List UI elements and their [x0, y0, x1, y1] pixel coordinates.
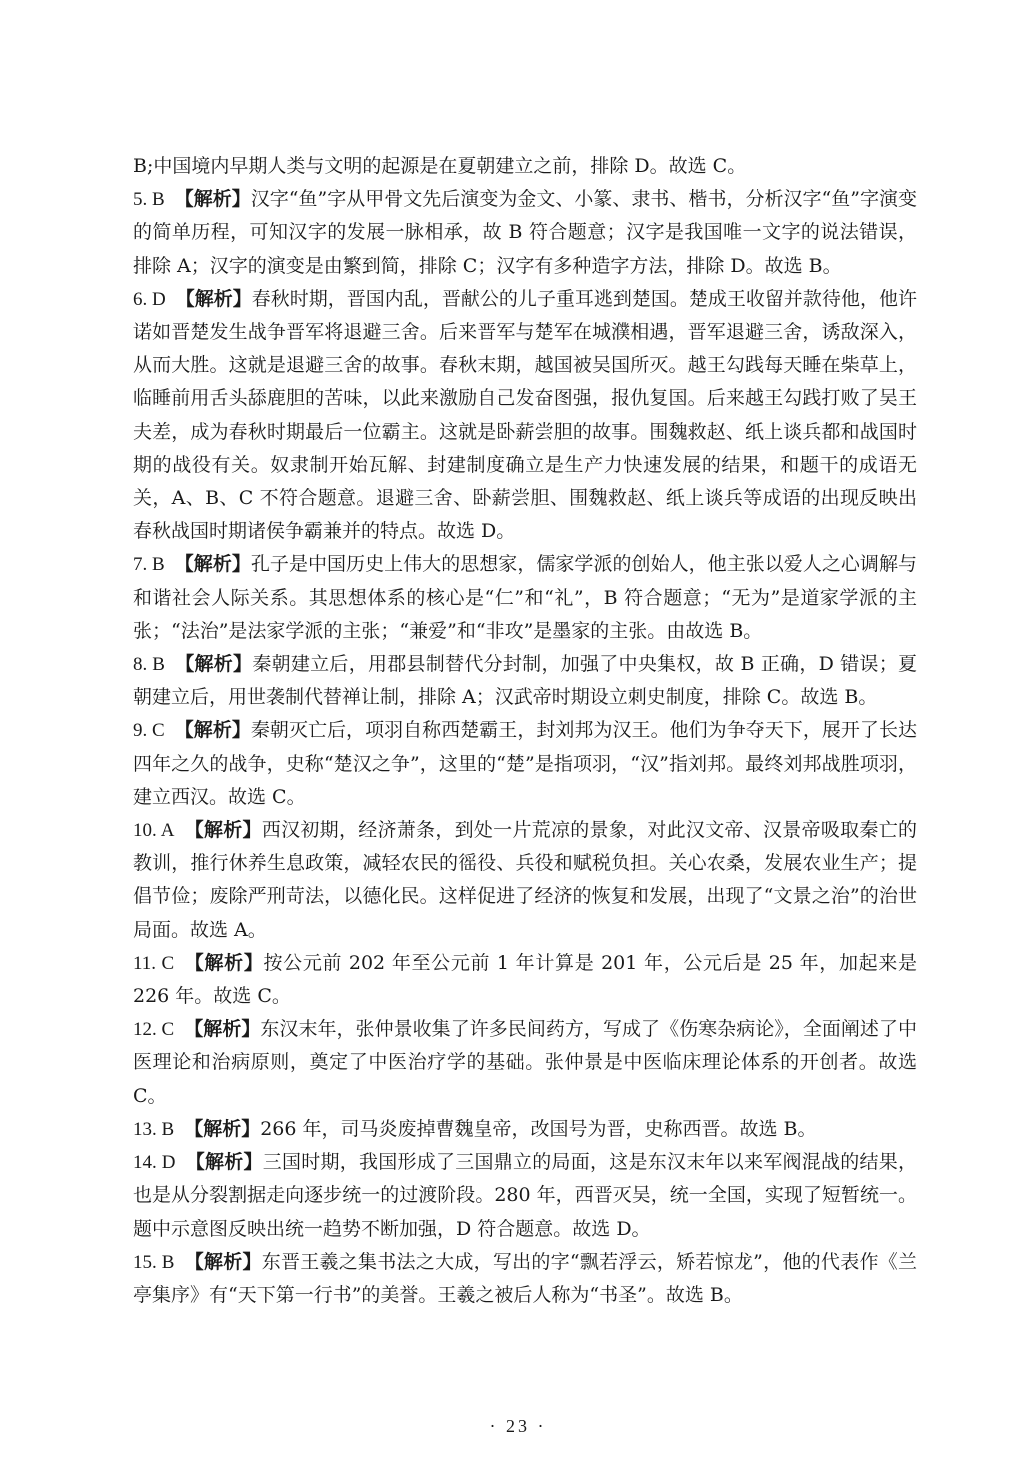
question-number: 5. B	[133, 189, 165, 211]
analysis-text: 春秋时期，晋国内乱，晋献公的儿子重耳逃到楚国。楚成王收留并款待他，他许诺如晋楚发生战争晋军将退避三舍。后来晋军与楚军在城濮相遇，晋军退避三舍，诱敌深入，从而大胜。这就是退避三舍的故事。春秋末期，越国被吴国所灭。越王勾践每天睡在柴草上，临睡前用舌头舔鹿胆的苦味，以此来激励自己发奋图强，报仇复国。后来越王勾践打败了吴王夫差，成为春秋时期最后一位霸主。这就是卧薪尝胆的故事。围魏救赵、纸上谈兵都和战国时期的战役有关。奴隶制开始瓦解、封建制度确立是生产力快速发展的结果，和题干的成语无关，A、B、C 不符合题意。退避三舍、卧薪尝胆、围魏救赵、纸上谈兵等成语的出现反映出春秋战国时期诸侯争霸兼并的特点。故选 D。	[133, 287, 917, 543]
answer-item	[133, 814, 917, 947]
analysis-label: 【解析】	[174, 553, 251, 576]
analysis-text: 三国时期，我国形成了三国鼎立的局面，这是东汉末年以来军阀混战的结果，也是从分裂割据走向逐步统一的过渡阶段。280 年，西晋灭吴，统一全国，实现了短暂统一。题中示意图反映出统一趋势不断加强，D 符合题意。故选 D。	[133, 1151, 917, 1240]
analysis-text: 按公元前 202 年至公元前 1 年计算是 201 年，公元后是 25 年，加起来是 226 年。故选 C。	[133, 951, 917, 1008]
answer-item	[133, 1113, 917, 1146]
answer-list	[133, 183, 917, 1312]
analysis-label: 【解析】	[184, 1250, 262, 1273]
answer-item	[133, 947, 917, 1013]
analysis-text: 秦朝灭亡后，项羽自称西楚霸王，封刘邦为汉王。他们为争夺天下，展开了长达四年之久的战争，史称“楚汉之争”，这里的“楚”是指项羽，“汉”指刘邦。最终刘邦战胜项羽，建立西汉。故选 C。	[133, 719, 917, 808]
analysis-text: 东晋王羲之集书法之大成，写出的字“飘若浮云，矫若惊龙”，他的代表作《兰亭集序》有“天下第一行书”的美誉。王羲之被后人称为“书圣”。故选 B。	[133, 1250, 917, 1306]
analysis-label: 【解析】	[184, 1018, 261, 1041]
question-number: 14. D	[133, 1152, 176, 1174]
analysis-label: 【解析】	[174, 653, 253, 676]
answer-item	[133, 1146, 917, 1246]
analysis-label: 【解析】	[185, 1151, 263, 1174]
analysis-text: 西汉初期，经济萧条，到处一片荒凉的景象，对此汉文帝、汉景帝吸取秦亡的教训，推行休养生息政策，减轻农民的徭役、兵役和赋税负担。关心农桑，发展农业生产；提倡节俭；废除严刑苛法，以德化民。这样促进了经济的恢复和发展，出现了“文景之治”的治世局面。故选 A。	[133, 819, 917, 941]
answer-item	[133, 648, 917, 714]
continuation-paragraph: B;中国境内早期人类与文明的起源是在夏朝建立之前，排除 D。故选 C。	[133, 155, 747, 177]
question-number: 8. B	[133, 654, 165, 676]
answer-item	[133, 1246, 917, 1312]
answer-item	[133, 283, 917, 549]
analysis-label: 【解析】	[184, 1117, 261, 1140]
analysis-label: 【解析】	[184, 819, 262, 842]
question-number: 7. B	[133, 554, 165, 576]
question-number: 12. C	[133, 1019, 175, 1041]
page-number: · 23 ·	[489, 1416, 547, 1436]
analysis-text: 汉字“鱼”字从甲骨文先后演变为金文、小篆、隶书、楷书，分析汉字“鱼”字演变的简单历程，可知汉字的发展一脉相承，故 B 符合题意；汉字是我国唯一文字的说法错误，排除 A；汉字的演变是由繁到简，排除 C；汉字有多种造字方法，排除 D。故选 B。	[133, 188, 917, 277]
answer-item	[133, 1013, 917, 1113]
analysis-text: 东汉末年，张仲景收集了许多民间药方，写成了《伤寒杂病论》，全面阐述了中医理论和治病原则，奠定了中医治疗学的基础。张仲景是中医临床理论体系的开创者。故选 C。	[133, 1018, 917, 1107]
question-number: 6. D	[133, 288, 166, 310]
question-number: 15. B	[133, 1251, 175, 1273]
answer-item	[133, 183, 917, 283]
question-number: 10. A	[133, 820, 175, 842]
answer-analysis-text	[133, 150, 917, 1312]
question-number: 11. C	[133, 952, 175, 974]
analysis-text: 孔子是中国历史上伟大的思想家，儒家学派的创始人，他主张以爱人之心调解与和谐社会人际关系。其思想体系的核心是“仁”和“礼”，B 符合题意；“无为”是道家学派的主张；“法治”是法家学派的主张；“兼爱”和“非攻”是墨家的主张。由故选 B。	[133, 553, 917, 642]
analysis-label: 【解析】	[184, 951, 264, 974]
answer-item	[133, 714, 917, 814]
answer-item	[133, 548, 917, 648]
analysis-label: 【解析】	[175, 287, 252, 310]
question-number: 13. B	[133, 1118, 175, 1140]
question-number: 9. C	[133, 720, 165, 742]
analysis-label: 【解析】	[174, 719, 251, 742]
analysis-label: 【解析】	[174, 188, 251, 211]
analysis-text: 秦朝建立后，用郡县制替代分封制，加强了中央集权，故 B 正确，D 错误；夏朝建立后，用世袭制代替禅让制，排除 A；汉武帝时期设立刺史制度，排除 C。故选 B。	[133, 653, 917, 709]
analysis-text: 266 年，司马炎废掉曹魏皇帝，改国号为晋，史称西晋。故选 B。	[260, 1117, 817, 1140]
